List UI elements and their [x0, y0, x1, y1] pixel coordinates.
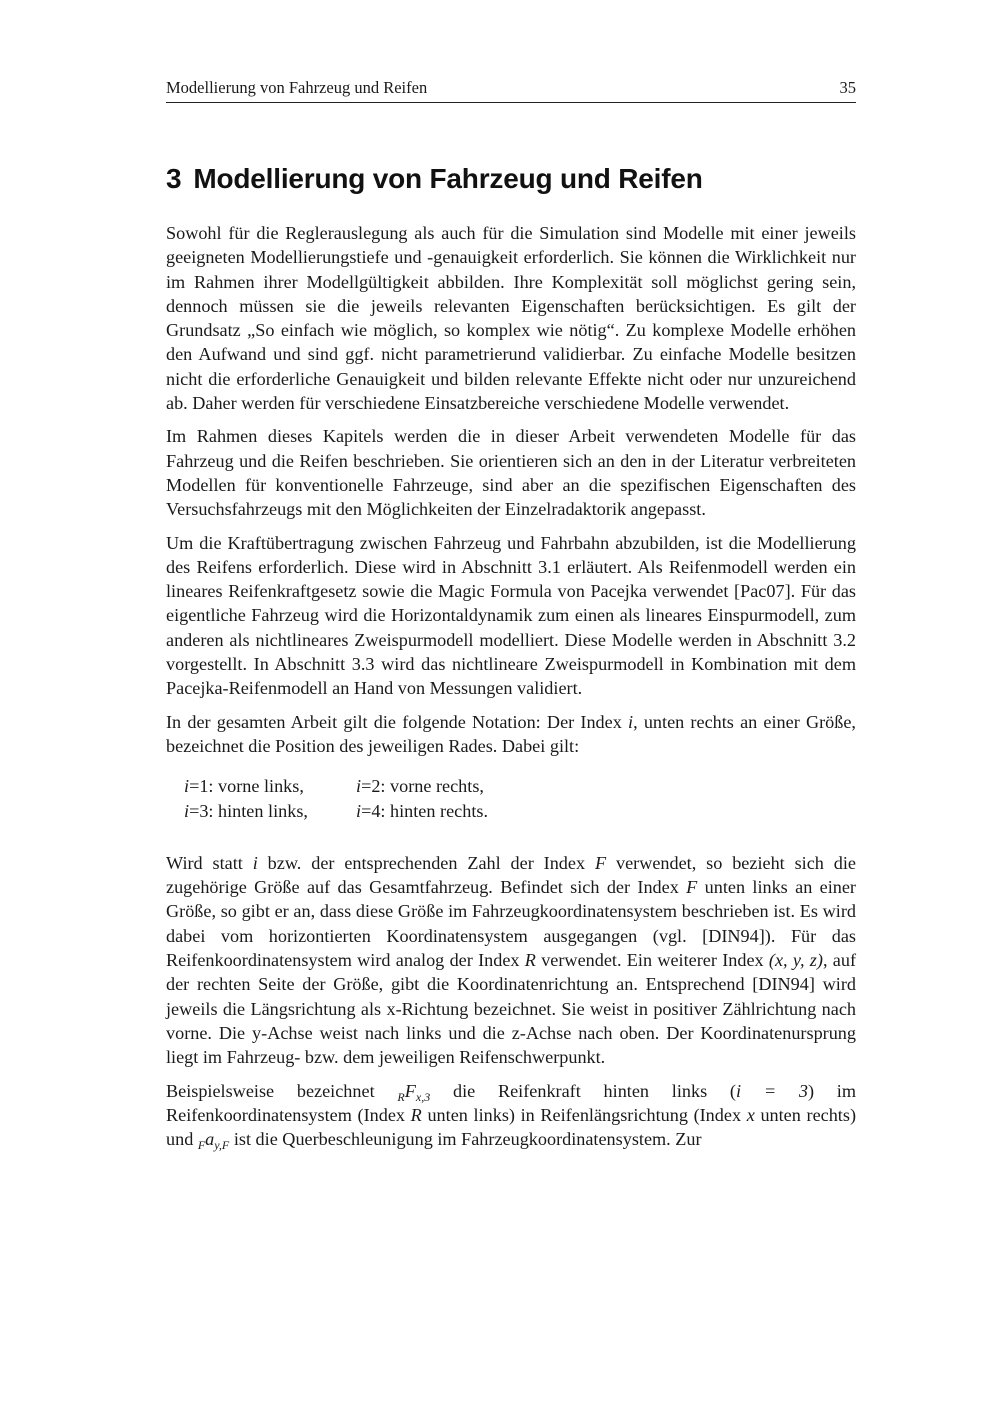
chapter-title: Modellierung von Fahrzeug und Reifen: [193, 163, 703, 194]
wheel-index-item: [356, 774, 556, 798]
math-variable: i: [252, 852, 258, 873]
text-run: , auf der rechten Seite der Größe, gibt die Koordinatenrichtung an. Entsprechend [DIN94] wird jeweils die Längsrichtung als x-Richtung bezeichnet. Sie weist in positiver Zählrichtung nach vorne. Die y-Achse weist nach links und die z-Achse nach oben. Der Koordinatenursprung liegt im Fahrzeug- bzw. dem jeweiligen Reifenschwerpunkt.: [166, 950, 856, 1068]
math-variable: i: [184, 776, 190, 797]
math-expression: i = 3: [736, 1080, 808, 1101]
math-variable: a: [205, 1129, 215, 1150]
paragraph-5: [166, 851, 856, 1070]
math-presubscript: F: [197, 1138, 206, 1153]
math-presubscript: R: [397, 1089, 405, 1104]
wheel-index-item: [184, 799, 356, 823]
paragraph-1: Sowohl für die Reglerauslegung als auch für die Simulation sind Modelle mit einer jeweils geeigneten Modellierungstiefe und -genauigkeit erforderlich. Sie können die Wirklichkeit nur im Rahmen ihrer Modellgültigkeit abbilden. Ihre Komplexität soll möglichst gering sein, dennoch müssen sie die jeweils relevanten Eigenschaften berücksichtigen. Es gilt der Grundsatz „So einfach wie möglich, so komplex wie nötig“. Zu komplexe Modelle erhöhen den Aufwand und sind ggf. nicht parametrierund validierbar. Zu einfache Modelle besitzen nicht die erforderliche Genauigkeit und bilden relevante Effekte nicht oder nur unzureichend ab. Daher werden für verschiedene Einsatzbereiche verschiedene Modelle verwendet.: [166, 223, 856, 414]
wheel-index-text: =2: vorne rechts,: [361, 776, 484, 797]
paragraph-4: [166, 710, 856, 759]
math-expression: (x, y, z): [768, 950, 823, 971]
math-subscript: y,F: [214, 1138, 230, 1153]
math-variable: F: [404, 1080, 416, 1101]
math-variable: F: [594, 852, 607, 873]
wheel-index-list: [184, 774, 856, 823]
math-variable: i: [184, 800, 190, 821]
math-variable: F: [686, 877, 698, 898]
text-run: bzw. der entsprechenden Zahl der Index: [257, 852, 595, 873]
page-number: 35: [839, 78, 856, 97]
math-subscript: x,3: [415, 1089, 431, 1104]
text-run: Wird statt: [166, 852, 253, 873]
math-variable: R: [524, 950, 536, 971]
text-run: ist die Querbeschleunigung im Fahrzeugkoordinatensystem. Zur: [229, 1129, 702, 1150]
chapter-number: 3: [166, 163, 182, 194]
wheel-index-text: =4: hinten rechts.: [361, 800, 488, 821]
text-run: , unten rechts an einer Größe, bezeichnet die Position des jeweiligen Rades. Dabei gilt:: [166, 711, 856, 756]
math-variable: i: [356, 800, 362, 821]
wheel-index-item: [184, 774, 356, 798]
paragraph-6: [166, 1079, 856, 1152]
math-variable: i: [628, 711, 634, 732]
wheel-index-text: =1: vorne links,: [189, 776, 304, 797]
math-variable: i: [356, 776, 362, 797]
text-run: verwendet, so bezieht sich die zugehörige Größe auf das Gesamtfahrzeug. Befindet sich der Index: [166, 852, 857, 898]
text-run: In der gesamten Arbeit gilt die folgende Notation: Der Index: [166, 711, 629, 732]
text-run: unten rechts) und: [166, 1104, 856, 1150]
math-variable: x: [746, 1104, 755, 1125]
text-run: die Reifenkraft hinten links (: [430, 1080, 736, 1101]
wheel-index-text: =3: hinten links,: [189, 800, 308, 821]
body-text: [166, 221, 856, 1160]
page-header: [166, 78, 856, 103]
paragraph-3: Um die Kraftübertragung zwischen Fahrzeug und Fahrbahn abzubilden, ist die Modellierung des Reifens erforderlich. Diese wird in Abschnitt 3.1 erläutert. Als Reifenmodell werden ein lineares Reifenkraftgesetz sowie die Magic Formula von Pacejka verwendet [Pac07]. Für das eigentliche Fahrzeug wird die Horizontaldynamik zum einen als lineares Einspurmodell, zum anderen als nichtlineares Zweispurmodell modelliert. Diese Modelle werden in Abschnitt 3.2 vorgestellt. In Abschnitt 3.3 wird das nichtlineare Zweispurmodell in Kombination mit dem Pacejka-Reifenmodell an Hand von Messungen validiert.: [166, 532, 856, 699]
chapter-heading: [166, 163, 703, 195]
text-run: unten links an einer Größe, so gibt er an, dass diese Größe im Fahrzeugkoordinatensystem beschrieben ist. Es wird dabei vom horizontierten Koordinatensystem ausgegangen (vgl. [DIN94]). Für das Reifenkoordinatensystem wird analog der Index: [166, 877, 856, 971]
wheel-index-item: [356, 799, 556, 823]
paragraph-2: Im Rahmen dieses Kapitels werden die in dieser Arbeit verwendeten Modelle für das Fahrzeug und die Reifen beschrieben. Sie orientieren sich an den in der Literatur verbreiteten Modellen für konventionelle Fahrzeuge, sind aber an die spezifischen Eigenschaften des Versuchsfahrzeugs mit den Möglichkeiten der Einzelradaktorik angepasst.: [166, 426, 856, 520]
text-run: unten links) in Reifenlängsrichtung (Index: [421, 1104, 747, 1125]
text-run: ) im Reifenkoordinatensystem (Index: [166, 1080, 856, 1125]
text-run: Beispielsweise bezeichnet: [166, 1080, 398, 1101]
text-run: verwendet. Ein weiterer Index: [535, 950, 769, 971]
math-variable: R: [410, 1104, 422, 1125]
running-title: Modellierung von Fahrzeug und Reifen: [166, 78, 428, 97]
